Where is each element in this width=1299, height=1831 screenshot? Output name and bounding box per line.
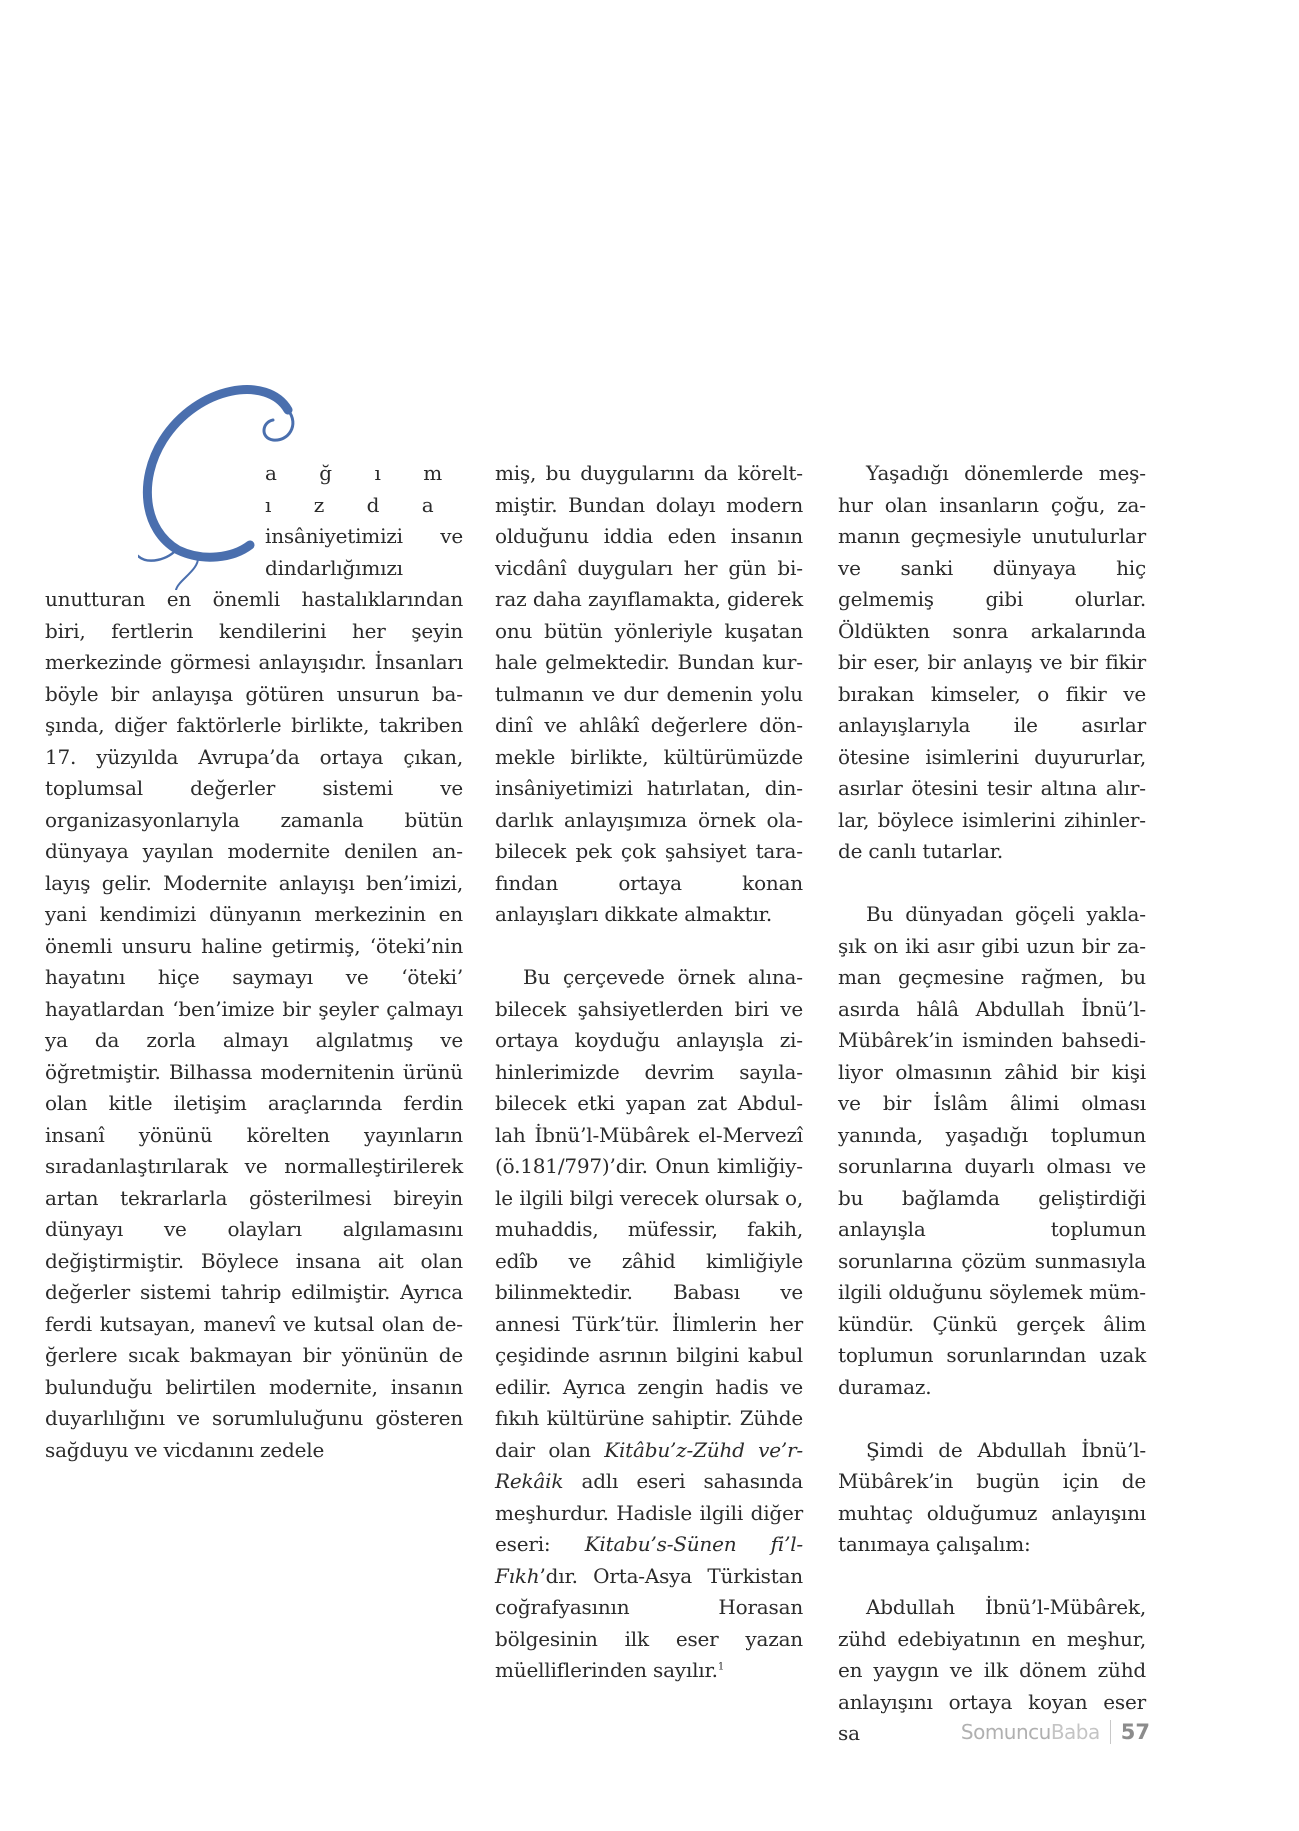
paragraph: Bu dünyadan göçeli yaklaşık on iki asır gibi uzun bir zaman geçmesine rağmen, bu asırda hâlâ Abdullah İbnü’l-Mübârek’in isminden bahsediliyor olmasının zâhid bir kişi ve bir İslâm âlimi olması yanında, yaşadığı toplumun sorunlarına duyarlı olması ve bu bağlamda geliştirdiği anlayışla toplumun sorunlarına çözüm sunmasıyla ilgili olduğunu söylemek mümkündür. Çünkü gerçek âlim toplumun sorunlarından uzak duramaz. [838,902,1146,1399]
brand-name-part1: Somuncu [960,1720,1051,1744]
dropcap-letter: Ç [138,380,139,381]
brand-name-part2: Baba [1050,1720,1100,1744]
lead-spaced-text: a ğ ı m ı z d a [265,461,461,517]
footer-divider [1110,1720,1111,1744]
paragraph: unutturan en önemli hastalıklarından biri, fertlerin kendilerini her şeyin merkezinde görmesi anlayışıdır. İnsanları böyle bir anlayışa götüren unsurun başında, diğer faktörlerle birlikte, takriben 17. yüzyılda Avrupa’da ortaya çıkan, toplumsal değerler sistemi ve organizasyonlarıyla zamanla bütün dünyaya yayılan modernite denilen anlayış gelir. Modernite anlayışı ben’imizi, yani kendimizi dünyanın merkezinin en önemli unsuru haline getirmiş, ‘öteki’nin hayatını hiçe saymayı ve ‘öteki’ hayatlardan ‘ben’imize bir şeyler çalmayı ya da zorla almayı algılatmış ve öğretmiştir. Bilhassa modernitenin ürünü olan kitle iletişim araçlarında ferdin insanî yönünü körelten yayınların sıradanlaştırılarak ve normalleştirilerek artan tekrarlarla gösterilmesi bireyin dünyayı ve olayları algılamasını değiştirmiştir. Böylece insana ait olan değerler sistemi tahrip edilmiştir. Ayrıca ferdi kutsayan, manevî ve kutsal olan değerlere sıcak bakmayan bir yönünün de bulunduğu belirtilen modernite, insanın duyarlılığını ve sorumluluğunu gösteren sağduyu ve vicdanını zedele [45,587,463,1462]
paragraph-text: ’dır. Orta-Asya Türkistan coğrafyasının Horasan bölgesinin ilk eser yazan müelliflerinden sayılır. [495,1563,803,1682]
article-column-2 [495,458,803,1687]
paragraph [495,962,803,1687]
footnote-marker: 1 [717,1661,724,1673]
book-title: Kitabu’s-Sünen fi’l-Fıkh [495,1532,803,1588]
paragraph: Abdullah İbnü’l-Mübârek, zühd edebiyatının en meşhur, en yaygın ve ilk dönem zühd anlayışını ortaya koyan eser sa [838,1595,1146,1745]
paragraph-text: insâniyetimizi ve dindarlığımızı [265,524,463,580]
paragraph-text: adlı eseri sahasında meşhurdur. Hadisle ilgili diğer eseri: [495,1469,803,1556]
page-footer [960,1712,1150,1752]
paragraph: Şimdi de Abdullah İbnü’l-Mübârek’in bugün için de muhtaç olduğumuz anlayışını tanımaya çalışalım: [838,1437,1146,1556]
page-number: 57 [1120,1720,1150,1744]
paragraph [155,458,463,521]
paragraph-text: Bu çerçevede örnek alınabilecek şahsiyetlerden biri ve ortaya koyduğu anlayışla zihinlerimizde devrim sayılabilecek etki yapan zat Abdullah İbnü’l-Mübârek el-Mervezî (ö.181/797)’dir. Onun kimliğiyle ilgili bilgi verecek olursak o, muhaddis, müfessir, fakih, edîb ve zâhid kimliğiyle bilinmektedir. Babası ve annesi Türk’tür. İlimlerin her çeşidinde asrının bilgini kabul edilir. Ayrıca zengin hadis ve fıkıh kültürüne sahiptir. Zühde dair olan [495,965,803,1462]
article-column-1 [45,458,463,1466]
paragraph: miş, bu duygularını da köreltmiştir. Bundan dolayı modern olduğunu iddia eden insanın vicdânî duyguları her gün biraz daha zayıflamakta, giderek onu bütün yönleriyle kuşatan hale gelmektedir. Bundan kurtulmanın ve dur demenin yolu dinî ve ahlâkî değerlere dönmekle birlikte, kültürümüzde insâniyetimizi hatırlatan, dindarlık anlayışımıza örnek olabilecek pek çok şahsiyet tarafından ortaya konan anlayışları dikkate almaktır. [495,461,803,926]
book-title: Kitâbu’z-Zühd ve’r-Rekâik [495,1437,803,1493]
paragraph: Yaşadığı dönemlerde meşhur olan insanların çoğu, zamanın geçmesiyle unutulurlar ve sanki dünyaya hiç gelmemiş gibi olurlar. Öldükten sonra arkalarında bir eser, bir anlayış ve bir fikir bırakan kimseler, o fikir ve anlayışlarıyla ile asırlar ötesine isimlerini duyururlar, asırlar ötesini tesir altına alırlar, böylece isimlerini zihinlerde canlı tutarlar. [838,461,1146,863]
article-column-3 [838,458,1146,1750]
paragraph [155,521,463,584]
